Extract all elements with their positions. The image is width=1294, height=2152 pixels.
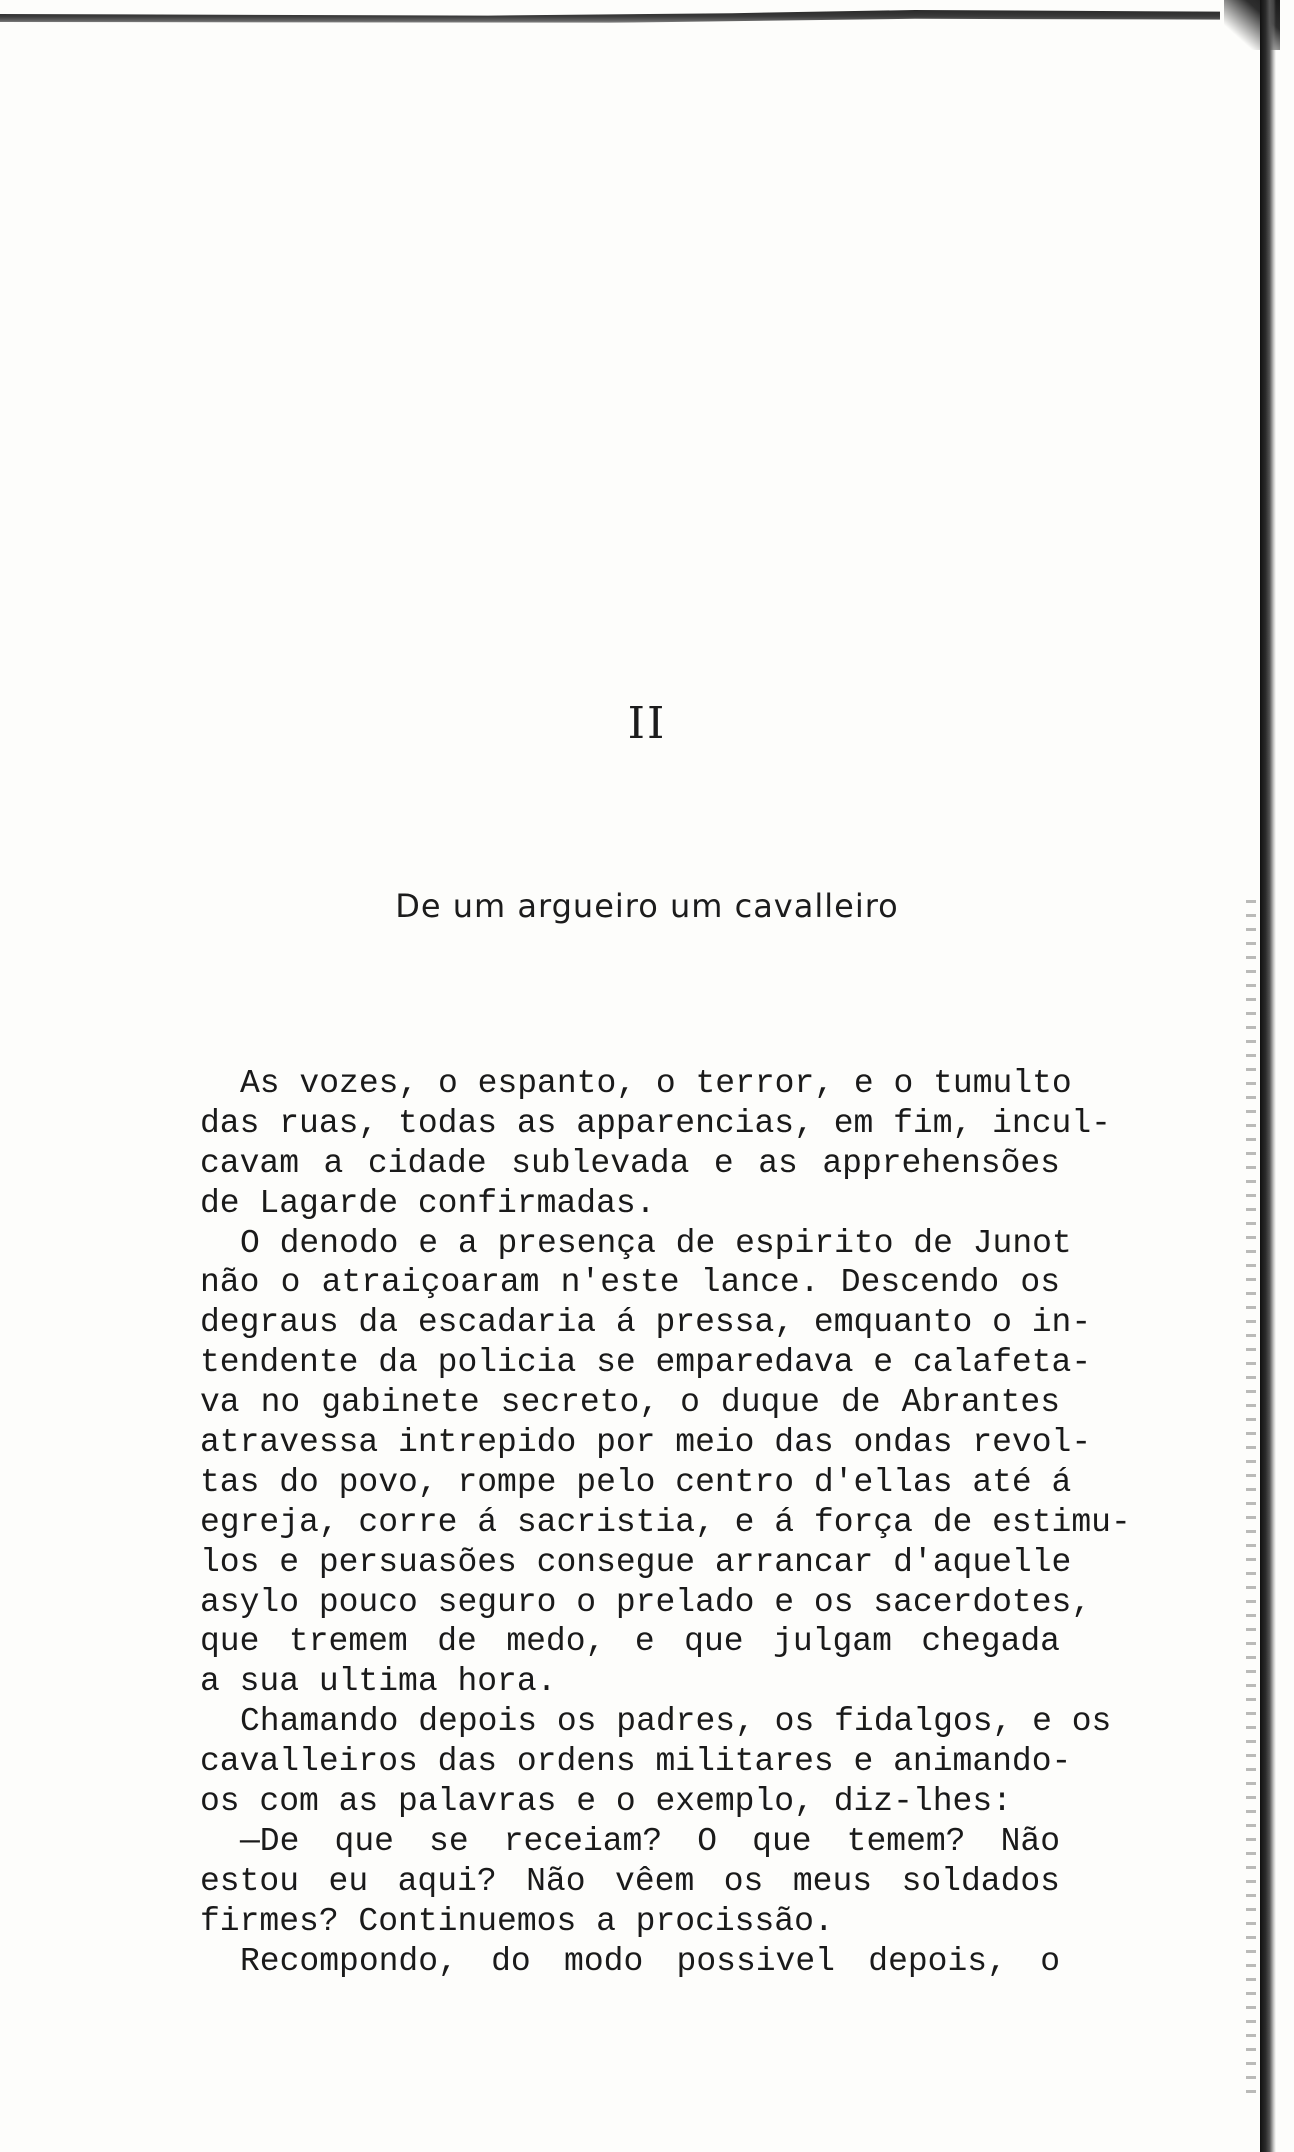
text-line: cavalleiros das ordens militares e animando- xyxy=(200,1743,1072,1781)
text-line: As vozes, o espanto, o terror, e o tumulto xyxy=(240,1065,1072,1102)
text-line: va no gabinete secreto, o duque de Abrantes xyxy=(200,1384,1060,1422)
text-line: Chamando depois os padres, os fidalgos, e os xyxy=(240,1703,1112,1741)
text-line: —De que se receiam? O que temem? Não xyxy=(240,1822,1060,1860)
body-text xyxy=(200,1064,1131,1981)
text-line: a sua ultima hora. xyxy=(200,1663,557,1701)
scan-top-edge xyxy=(0,10,1220,26)
chapter-title: De um argueiro um cavalleiro xyxy=(395,887,899,925)
text-line: O denodo e a presença de espirito de Junot xyxy=(240,1224,1072,1262)
text-line: que tremem de medo, e que julgam chegada xyxy=(200,1623,1060,1661)
text-line: firmes? Continuemos a procissão. xyxy=(200,1902,834,1940)
text-line: das ruas, todas as apparencias, em fim, incul- xyxy=(200,1104,1111,1142)
scan-right-speckle xyxy=(1246,900,1256,2100)
text-line: cavam a cidade sublevada e as apprehensões xyxy=(200,1144,1060,1182)
text-line: os com as palavras e o exemplo, diz-lhes: xyxy=(200,1783,1012,1821)
text-line: tas do povo, rompe pelo centro d'ellas até á xyxy=(200,1463,1072,1501)
text-line: estou eu aqui? Não vêem os meus soldados xyxy=(200,1862,1060,1900)
text-line: tendente da policia se emparedava e calafeta- xyxy=(200,1344,1092,1382)
text-line: não o atraiçoaram n'este lance. Descendo os xyxy=(200,1264,1060,1302)
text-line: Recompondo, do modo possivel depois, o xyxy=(240,1942,1060,1980)
text-line: degraus da escadaria á pressa, emquanto o in- xyxy=(200,1304,1092,1342)
text-line: los e persuasões consegue arrancar d'aquelle xyxy=(200,1543,1072,1581)
text-line: asylo pouco seguro o prelado e os sacerdotes, xyxy=(200,1583,1092,1621)
text-line: de Lagarde confirmadas. xyxy=(200,1184,656,1222)
text-line: egreja, corre á sacristia, e á força de estimu- xyxy=(200,1503,1131,1541)
text-line: atravessa intrepido por meio das ondas revol- xyxy=(200,1424,1092,1462)
chapter-number: II xyxy=(627,698,667,749)
scan-right-edge xyxy=(1260,0,1276,2152)
